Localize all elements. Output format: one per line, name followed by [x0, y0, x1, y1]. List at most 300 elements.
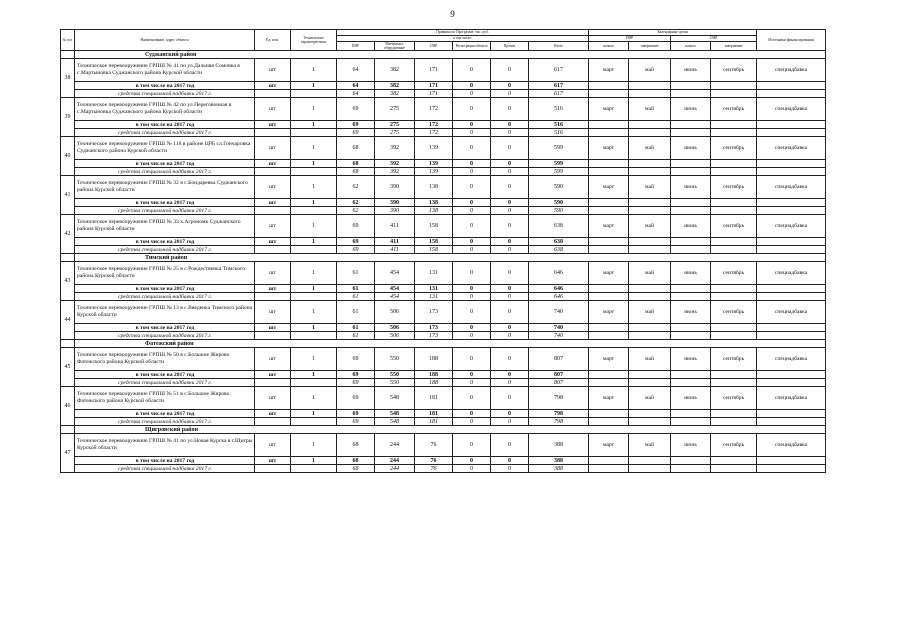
funding-empty [589, 418, 629, 426]
object-total: 590 [529, 176, 589, 199]
year-quantity: 1 [291, 324, 337, 332]
object-pir: 69 [337, 348, 375, 371]
year-registration: 0 [453, 285, 491, 293]
year-empty [671, 371, 711, 379]
district-name: Тимский район [75, 254, 826, 262]
pir-end: май [629, 301, 671, 324]
year-materials: 506 [375, 324, 415, 332]
object-registration: 0 [453, 215, 491, 238]
pir-end: май [629, 59, 671, 82]
funding-empty [589, 379, 629, 387]
year-total: 638 [529, 238, 589, 246]
funding-label: средства специальной надбавки 2017 г. [75, 129, 255, 137]
funding-registration: 0 [453, 129, 491, 137]
header-other: Прочие [491, 42, 529, 51]
funding-registration: 0 [453, 246, 491, 254]
object-pir: 62 [337, 176, 375, 199]
funding-other: 0 [491, 129, 529, 137]
year-empty [589, 199, 629, 207]
smr-end: сентябрь [711, 387, 757, 410]
funding-smr: 173 [415, 332, 453, 340]
funding-total: 599 [529, 168, 589, 176]
header-name: Наименование, адрес объекта [75, 30, 255, 51]
funding-empty [757, 293, 826, 301]
object-unit: шт [255, 348, 291, 371]
object-materials: 506 [375, 301, 415, 324]
funding-total: 590 [529, 207, 589, 215]
year-unit: шт [255, 457, 291, 465]
funding-empty [629, 379, 671, 387]
year-quantity: 1 [291, 121, 337, 129]
year-empty [757, 238, 826, 246]
smr-start: июнь [671, 98, 711, 121]
object-unit: шт [255, 387, 291, 410]
year-other: 0 [491, 238, 529, 246]
funding-registration: 0 [453, 207, 491, 215]
year-empty [671, 82, 711, 90]
year-empty [711, 324, 757, 332]
funding-other: 0 [491, 168, 529, 176]
funding-source: спецнадбавка [757, 434, 826, 457]
funding-pir: 68 [337, 168, 375, 176]
funding-registration: 0 [453, 293, 491, 301]
year-empty [629, 82, 671, 90]
year-empty [757, 371, 826, 379]
funding-empty [291, 418, 337, 426]
object-pir: 69 [337, 215, 375, 238]
funding-total: 388 [529, 465, 589, 473]
object-registration: 0 [453, 59, 491, 82]
funding-empty [711, 332, 757, 340]
object-quantity: 1 [291, 137, 337, 160]
object-unit: шт [255, 98, 291, 121]
year-other: 0 [491, 457, 529, 465]
year-empty [711, 457, 757, 465]
object-pir: 61 [337, 301, 375, 324]
year-smr: 172 [415, 121, 453, 129]
object-other: 0 [491, 59, 529, 82]
funding-empty [757, 129, 826, 137]
funding-empty [671, 246, 711, 254]
object-materials: 548 [375, 387, 415, 410]
funding-empty [291, 207, 337, 215]
year-unit: шт [255, 160, 291, 168]
year-empty [629, 238, 671, 246]
funding-smr: 158 [415, 246, 453, 254]
funding-empty [711, 293, 757, 301]
pir-end: май [629, 215, 671, 238]
funding-materials: 548 [375, 418, 415, 426]
year-registration: 0 [453, 82, 491, 90]
funding-empty [757, 246, 826, 254]
object-number: 45 [61, 348, 75, 387]
year-empty [589, 371, 629, 379]
object-number: 44 [61, 301, 75, 340]
year-label: в том числе на 2017 год [75, 410, 255, 418]
object-quantity: 1 [291, 348, 337, 371]
funding-other: 0 [491, 293, 529, 301]
object-total: 740 [529, 301, 589, 324]
year-registration: 0 [453, 410, 491, 418]
pir-start: март [589, 137, 629, 160]
year-smr: 188 [415, 371, 453, 379]
object-quantity: 1 [291, 387, 337, 410]
header-pir-end: завершение [629, 42, 671, 51]
funding-empty [589, 168, 629, 176]
object-name: Техническое перевооружение ГРПШ № 33 х.Агрономк Суджанского района Курской области [75, 215, 255, 238]
funding-pir: 62 [337, 207, 375, 215]
object-registration: 0 [453, 262, 491, 285]
funding-source: спецнадбавка [757, 215, 826, 238]
year-row [61, 238, 826, 246]
object-registration: 0 [453, 387, 491, 410]
header-smr-start: начало [671, 42, 711, 51]
year-registration: 0 [453, 121, 491, 129]
funding-smr: 181 [415, 418, 453, 426]
pir-start: март [589, 59, 629, 82]
object-number: 40 [61, 137, 75, 176]
object-name: Техническое перевооружение ГРПШ № 41 по ул.Дальняя Сомовка в с.Мартыновка Суджанского района Курской области [75, 59, 255, 82]
year-label: в том числе на 2017 год [75, 371, 255, 379]
funding-empty [711, 418, 757, 426]
district-row [61, 51, 826, 59]
funding-empty [629, 465, 671, 473]
header-no: № п/п [61, 30, 75, 51]
funding-empty [757, 379, 826, 387]
year-empty [711, 160, 757, 168]
object-smr: 173 [415, 301, 453, 324]
funding-empty [291, 90, 337, 98]
smr-start: июнь [671, 387, 711, 410]
year-empty [757, 285, 826, 293]
funding-materials: 390 [375, 207, 415, 215]
object-smr: 188 [415, 348, 453, 371]
object-smr: 158 [415, 215, 453, 238]
smr-end: сентябрь [711, 215, 757, 238]
funding-row [61, 129, 826, 137]
district-row [61, 340, 826, 348]
year-empty [629, 285, 671, 293]
year-other: 0 [491, 371, 529, 379]
object-total: 516 [529, 98, 589, 121]
funding-registration: 0 [453, 465, 491, 473]
object-materials: 382 [375, 59, 415, 82]
object-smr: 171 [415, 59, 453, 82]
year-empty [711, 121, 757, 129]
year-empty [711, 238, 757, 246]
funding-empty [671, 168, 711, 176]
object-other: 0 [491, 215, 529, 238]
object-row [61, 98, 826, 121]
funding-empty [589, 129, 629, 137]
year-other: 0 [491, 199, 529, 207]
object-unit: шт [255, 434, 291, 457]
year-label: в том числе на 2017 год [75, 199, 255, 207]
year-empty [629, 371, 671, 379]
year-empty [671, 199, 711, 207]
pir-end: май [629, 137, 671, 160]
year-row [61, 285, 826, 293]
funding-other: 0 [491, 418, 529, 426]
funding-source: спецнадбавка [757, 387, 826, 410]
object-row [61, 59, 826, 82]
year-empty [711, 285, 757, 293]
year-label: в том числе на 2017 год [75, 82, 255, 90]
year-registration: 0 [453, 199, 491, 207]
year-empty [711, 199, 757, 207]
year-empty [589, 121, 629, 129]
funding-pir: 61 [337, 293, 375, 301]
year-registration: 0 [453, 324, 491, 332]
funding-total: 807 [529, 379, 589, 387]
header-pir: ПИР [337, 42, 375, 51]
funding-other: 0 [491, 207, 529, 215]
object-name: Техническое перевооружение ГРПШ № 118 в районе ЦРБ сл.Гончаровка Суджанского района Курской области [75, 137, 255, 160]
funding-row [61, 90, 826, 98]
funding-empty [757, 207, 826, 215]
funding-empty [291, 379, 337, 387]
object-row [61, 348, 826, 371]
funding-materials: 392 [375, 168, 415, 176]
district-blank [61, 426, 75, 434]
year-pir: 69 [337, 121, 375, 129]
funding-source: спецнадбавка [757, 348, 826, 371]
funding-empty [711, 168, 757, 176]
funding-empty [589, 332, 629, 340]
funding-other: 0 [491, 332, 529, 340]
funding-empty [629, 293, 671, 301]
object-pir: 68 [337, 434, 375, 457]
object-registration: 0 [453, 434, 491, 457]
funding-empty [291, 293, 337, 301]
object-row [61, 215, 826, 238]
funding-registration: 0 [453, 90, 491, 98]
funding-materials: 382 [375, 90, 415, 98]
year-empty [589, 410, 629, 418]
year-row [61, 121, 826, 129]
year-row [61, 199, 826, 207]
header-tech: Технические характеристики [291, 30, 337, 51]
year-empty [711, 371, 757, 379]
year-registration: 0 [453, 238, 491, 246]
year-unit: шт [255, 238, 291, 246]
object-number: 46 [61, 387, 75, 426]
funding-empty [757, 465, 826, 473]
object-number: 42 [61, 215, 75, 254]
year-total: 807 [529, 371, 589, 379]
object-unit: шт [255, 301, 291, 324]
funding-empty [629, 129, 671, 137]
pir-end: май [629, 98, 671, 121]
funding-empty [671, 207, 711, 215]
year-total: 798 [529, 410, 589, 418]
object-number: 41 [61, 176, 75, 215]
program-table [60, 29, 826, 473]
funding-empty [757, 90, 826, 98]
pir-start: март [589, 262, 629, 285]
funding-total: 516 [529, 129, 589, 137]
funding-empty [291, 332, 337, 340]
object-total: 798 [529, 387, 589, 410]
funding-materials: 454 [375, 293, 415, 301]
year-total: 590 [529, 199, 589, 207]
object-quantity: 1 [291, 98, 337, 121]
funding-row [61, 418, 826, 426]
object-materials: 454 [375, 262, 415, 285]
district-row [61, 254, 826, 262]
funding-empty [255, 168, 291, 176]
year-empty [629, 324, 671, 332]
funding-materials: 244 [375, 465, 415, 473]
smr-start: июнь [671, 176, 711, 199]
object-other: 0 [491, 434, 529, 457]
year-smr: 171 [415, 82, 453, 90]
year-empty [711, 82, 757, 90]
funding-empty [255, 418, 291, 426]
smr-end: сентябрь [711, 434, 757, 457]
year-empty [757, 410, 826, 418]
funding-materials: 411 [375, 246, 415, 254]
object-row [61, 387, 826, 410]
object-other: 0 [491, 262, 529, 285]
funding-label: средства специальной надбавки 2017 г. [75, 168, 255, 176]
year-unit: шт [255, 199, 291, 207]
funding-empty [671, 293, 711, 301]
funding-smr: 188 [415, 379, 453, 387]
year-total: 599 [529, 160, 589, 168]
object-other: 0 [491, 387, 529, 410]
object-other: 0 [491, 137, 529, 160]
year-registration: 0 [453, 160, 491, 168]
funding-empty [589, 465, 629, 473]
year-unit: шт [255, 121, 291, 129]
object-unit: шт [255, 59, 291, 82]
header-materials: Материалы, оборудование [375, 42, 415, 51]
header-program-group: Привязка по Программе, тыс. руб. [337, 30, 589, 36]
funding-row [61, 465, 826, 473]
funding-total: 646 [529, 293, 589, 301]
header-pir-start: начало [589, 42, 629, 51]
year-materials: 550 [375, 371, 415, 379]
funding-empty [711, 129, 757, 137]
funding-total: 617 [529, 90, 589, 98]
funding-empty [589, 207, 629, 215]
object-number: 38 [61, 59, 75, 98]
funding-empty [671, 465, 711, 473]
smr-end: сентябрь [711, 59, 757, 82]
year-registration: 0 [453, 457, 491, 465]
funding-registration: 0 [453, 168, 491, 176]
header-total: Итого [529, 42, 589, 51]
funding-row [61, 246, 826, 254]
object-name: Техническое перевооружение ГРПШ № 51 в с.Большое Жирово Фатежского района Курской области [75, 387, 255, 410]
funding-empty [291, 246, 337, 254]
object-name: Техническое перевооружение ГРПШ № 42 по ул.Переговонная в с.Мартыновка Суджанского района Курской области [75, 98, 255, 121]
funding-label: средства специальной надбавки 2017 г. [75, 90, 255, 98]
year-materials: 244 [375, 457, 415, 465]
year-empty [629, 160, 671, 168]
funding-empty [711, 379, 757, 387]
funding-empty [255, 246, 291, 254]
pir-start: март [589, 434, 629, 457]
funding-label: средства специальной надбавки 2017 г. [75, 418, 255, 426]
year-empty [589, 324, 629, 332]
smr-start: июнь [671, 348, 711, 371]
year-unit: шт [255, 82, 291, 90]
object-smr: 139 [415, 137, 453, 160]
funding-label: средства специальной надбавки 2017 г. [75, 465, 255, 473]
object-smr: 138 [415, 176, 453, 199]
year-quantity: 1 [291, 199, 337, 207]
year-materials: 382 [375, 82, 415, 90]
pir-start: март [589, 98, 629, 121]
year-pir: 61 [337, 324, 375, 332]
object-total: 646 [529, 262, 589, 285]
funding-source: спецнадбавка [757, 98, 826, 121]
year-smr: 139 [415, 160, 453, 168]
object-unit: шт [255, 262, 291, 285]
object-registration: 0 [453, 348, 491, 371]
year-smr: 158 [415, 238, 453, 246]
funding-pir: 69 [337, 246, 375, 254]
year-row [61, 160, 826, 168]
year-other: 0 [491, 121, 529, 129]
year-pir: 64 [337, 82, 375, 90]
header-smr-end: завершение [711, 42, 757, 51]
funding-empty [255, 379, 291, 387]
year-empty [629, 121, 671, 129]
funding-empty [589, 246, 629, 254]
year-empty [757, 457, 826, 465]
district-name: Фатежский район [75, 340, 826, 348]
funding-smr: 131 [415, 293, 453, 301]
year-pir: 69 [337, 371, 375, 379]
funding-pir: 61 [337, 332, 375, 340]
object-smr: 181 [415, 387, 453, 410]
year-pir: 62 [337, 199, 375, 207]
year-other: 0 [491, 324, 529, 332]
object-quantity: 1 [291, 59, 337, 82]
year-total: 617 [529, 82, 589, 90]
pir-start: март [589, 348, 629, 371]
year-pir: 68 [337, 160, 375, 168]
year-empty [589, 238, 629, 246]
funding-source: спецнадбавка [757, 176, 826, 199]
funding-pir: 69 [337, 418, 375, 426]
funding-smr: 76 [415, 465, 453, 473]
year-pir: 68 [337, 457, 375, 465]
year-materials: 454 [375, 285, 415, 293]
header-source: Источники финансирования [757, 30, 826, 51]
funding-label: средства специальной надбавки 2017 г. [75, 379, 255, 387]
object-pir: 61 [337, 262, 375, 285]
year-empty [629, 199, 671, 207]
year-row [61, 457, 826, 465]
year-unit: шт [255, 371, 291, 379]
district-row [61, 426, 826, 434]
object-row [61, 434, 826, 457]
year-empty [671, 160, 711, 168]
year-pir: 69 [337, 410, 375, 418]
pir-end: май [629, 262, 671, 285]
year-smr: 173 [415, 324, 453, 332]
funding-empty [255, 129, 291, 137]
district-name: Суджанский район [75, 51, 826, 59]
funding-empty [629, 168, 671, 176]
pir-start: март [589, 176, 629, 199]
object-unit: шт [255, 215, 291, 238]
year-quantity: 1 [291, 285, 337, 293]
